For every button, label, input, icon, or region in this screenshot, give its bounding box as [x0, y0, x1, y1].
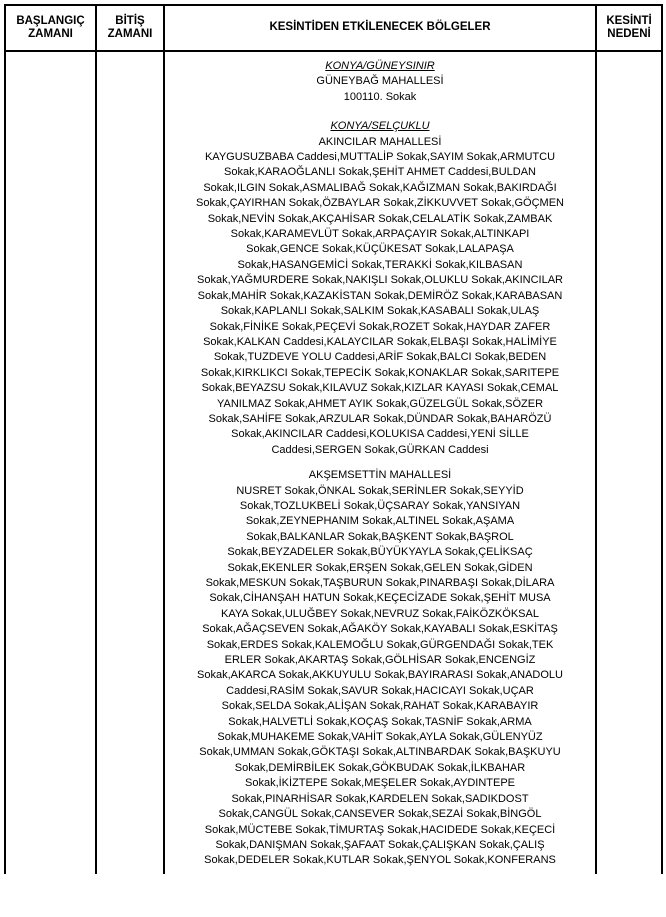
- street-list-line: Sokak,DEMİRBİLEK Sokak,GÖKBUDAK Sokak,İLKBAHAR: [234, 761, 526, 774]
- street-list-line: ERLER Sokak,AKARTAŞ Sokak,GÖLHİSAR Sokak,ENCENGİZ: [224, 654, 536, 667]
- regions-cell: [165, 52, 597, 874]
- header-end-time: BİTİŞ ZAMANI: [97, 6, 165, 52]
- street-list-line: Sokak,KIRKLIKCI Sokak,TEPECİK Sokak,KONAKLAR Sokak,SARITEPE: [200, 366, 560, 379]
- street-list-line: Sokak,NEVİN Sokak,AKÇAHİSAR Sokak,CELALATİK Sokak,ZAMBAK: [207, 212, 553, 225]
- street-list-line: Sokak,BEYAZSU Sokak,KILAVUZ Sokak,KIZLAR KAYASI Sokak,CEMAL: [201, 382, 559, 395]
- header-outage-reason: KESİNTİ NEDENİ: [597, 6, 663, 52]
- street-list-line: Sokak,CİHANŞAH HATUN Sokak,KEÇECİZADE Sokak,ŞEHİT MUSA: [209, 592, 551, 605]
- street-list-line: Sokak,MUHAKEME Sokak,VAHİT Sokak,AYLA Sokak,GÜLENYÜZ: [217, 731, 543, 744]
- street-list-line: Caddesi,RASİM Sokak,SAVUR Sokak,HACICAYI Sokak,UÇAR: [226, 684, 534, 697]
- street-list-line: Sokak,EKENLER Sokak,ERŞEN Sokak,GELEN Sokak,GİDEN: [227, 561, 533, 574]
- regions-content: [165, 52, 595, 869]
- street-list-line: Sokak,KARAOĞLANLI Sokak,ŞEHİT AHMET Caddesi,BULDAN: [224, 166, 536, 179]
- street-list-line: Sokak,YAĞMURDERE Sokak,NAKIŞLI Sokak,OLUKLU Sokak,AKINCILAR: [197, 274, 563, 287]
- street-list-line: Caddesi,SERGEN Sokak,GÜRKAN Caddesi: [271, 443, 489, 456]
- street-list-line: Sokak,HALVETLİ Sokak,KOÇAŞ Sokak,TASNİF Sokak,ARMA: [228, 715, 532, 728]
- district-group: [169, 59, 591, 105]
- district-heading: KONYA/GÜNEYSINIR: [325, 60, 435, 72]
- neighborhood-block: [169, 135, 591, 459]
- header-start-time: BAŞLANGIÇ ZAMANI: [6, 6, 97, 52]
- street-list-line: KAYGUSUZBABA Caddesi,MUTTALİP Sokak,SAYIM Sokak,ARMUTCU: [204, 151, 556, 164]
- street-list-line: Sokak,DANIŞMAN Sokak,ŞAFAAT Sokak,ÇALIŞKAN Sokak,ÇALIŞ: [215, 838, 545, 851]
- street-list-line: Sokak,ÇAYIRHAN Sokak,ÖZBAYLAR Sokak,ZİKKUVVET Sokak,GÖÇMEN: [195, 197, 564, 210]
- street-list-line: Sokak,SELDA Sokak,ALİŞAN Sokak,RAHAT Sokak,KARABAYIR: [221, 700, 539, 713]
- street-list-line: Sokak,DEDELER Sokak,KUTLAR Sokak,ŞENYOL Sokak,KONFERANS: [204, 854, 556, 867]
- table-body-row: [6, 52, 663, 874]
- street-list-line: Sokak,AĞAÇSEVEN Sokak,AĞAKÖY Sokak,KAYABALI Sokak,ESKİTAŞ: [202, 623, 558, 636]
- street-list-line: Sokak,AKARCA Sokak,AKKUYULU Sokak,BAYIRARASI Sokak,ANADOLU: [197, 669, 563, 682]
- street-list-line: Sokak,TUZDEVE YOLU Caddesi,ARİF Sokak,BALCI Sokak,BEDEN: [213, 351, 547, 364]
- street-list-line: Sokak,CANGÜL Sokak,CANSEVER Sokak,SEZAİ Sokak,BİNGÖL: [218, 808, 542, 821]
- start-time-cell: [6, 52, 97, 874]
- neighborhood-heading: GÜNEYBAĞ MAHALLESİ: [316, 75, 444, 88]
- reason-cell: [597, 52, 663, 874]
- street-list-line: Sokak,BALKANLAR Sokak,BAŞKENT Sokak,BAŞROL: [246, 530, 514, 543]
- district-heading: KONYA/SELÇUKLU: [330, 120, 430, 133]
- street-list-line: Sokak,ERDES Sokak,KALEMOĞLU Sokak,GÜRGENDAĞI Sokak,TEK: [206, 638, 554, 651]
- end-time-cell: [97, 52, 165, 874]
- street-list-line: Sokak,İKİZTEPE Sokak,MEŞELER Sokak,AYDINTEPE: [245, 777, 515, 790]
- street-list-line: Sokak,MAHİR Sokak,KAZAKİSTAN Sokak,DEMİRÖZ Sokak,KARABASAN: [197, 289, 563, 302]
- street-list-line: 100110. Sokak: [343, 90, 417, 103]
- outage-table: [4, 4, 663, 874]
- neighborhood-heading: AKINCILAR MAHALLESİ: [318, 135, 442, 148]
- neighborhood-block: [169, 468, 591, 869]
- street-list-line: Sokak,PINARHİSAR Sokak,KARDELEN Sokak,SADIKDOST: [231, 792, 529, 805]
- street-list-line: Sokak,MÜCTEBE Sokak,TİMURTAŞ Sokak,HACIDEDE Sokak,KEÇECİ: [204, 823, 556, 836]
- neighborhood-heading: AKŞEMSETTİN MAHALLESİ: [308, 469, 452, 482]
- street-list-line: Sokak,ZEYNEPHANIM Sokak,ALTINEL Sokak,AŞAMA: [245, 515, 515, 528]
- street-list-line: Sokak,AKINCILAR Caddesi,KOLUKISA Caddesi,YENİ SİLLE: [231, 428, 529, 441]
- street-list-line: Sokak,BEYZADELER Sokak,BÜYÜKYAYLA Sokak,ÇELİKSAÇ: [227, 546, 533, 559]
- street-list-line: NUSRET Sokak,ÖNKAL Sokak,SERİNLER Sokak,SEYYİD: [236, 484, 524, 497]
- street-list-line: Sokak,KALKAN Caddesi,KALAYCILAR Sokak,ELBAŞI Sokak,HALİMİYE: [203, 335, 557, 348]
- street-list-line: Sokak,TOZLUKBELİ Sokak,ÜÇSARAY Sokak,YANSIYAN: [239, 499, 521, 512]
- header-affected-regions: KESİNTİDEN ETKİLENECEK BÖLGELER: [165, 6, 597, 52]
- street-list-line: KAYA Sokak,ULUĞBEY Sokak,NEVRUZ Sokak,FAİKÖZKÖKSAL: [221, 607, 539, 620]
- street-list-line: Sokak,KAPLANLI Sokak,SALKIM Sokak,KASABALI Sokak,ULAŞ: [220, 305, 540, 318]
- street-list-line: Sokak,SAHİFE Sokak,ARZULAR Sokak,DÜNDAR Sokak,BAHARÖZÜ: [208, 412, 552, 425]
- street-list-line: Sokak,UMMAN Sokak,GÖKTAŞI Sokak,ALTINBARDAK Sokak,BAŞKUYU: [199, 746, 561, 759]
- street-list-line: Sokak,KARAMEVLÜT Sokak,ARPAÇAYIR Sokak,ALTINKAPI: [230, 228, 530, 241]
- district-group: [169, 119, 591, 869]
- street-list-line: YANILMAZ Sokak,AHMET AYIK Sokak,GÜZELGÜL Sokak,SÖZER: [216, 397, 544, 410]
- street-list-line: Sokak,FİNİKE Sokak,PEÇEVİ Sokak,ROZET Sokak,HAYDAR ZAFER: [209, 320, 551, 333]
- street-list-line: Sokak,GENCE Sokak,KÜÇÜKESAT Sokak,LALAPAŞA: [246, 243, 514, 256]
- table-header-row: [6, 6, 663, 52]
- neighborhood-block: [169, 74, 591, 105]
- street-list-line: Sokak,ILGIN Sokak,ASMALIBAĞ Sokak,KAĞIZMAN Sokak,BAKIRDAĞI: [203, 181, 557, 194]
- street-list-line: Sokak,MESKUN Sokak,TAŞBURUN Sokak,PINARBAŞI Sokak,DİLARA: [205, 577, 555, 589]
- street-list-line: Sokak,HASANGEMİCİ Sokak,TERAKKİ Sokak,KILBASAN: [237, 258, 523, 271]
